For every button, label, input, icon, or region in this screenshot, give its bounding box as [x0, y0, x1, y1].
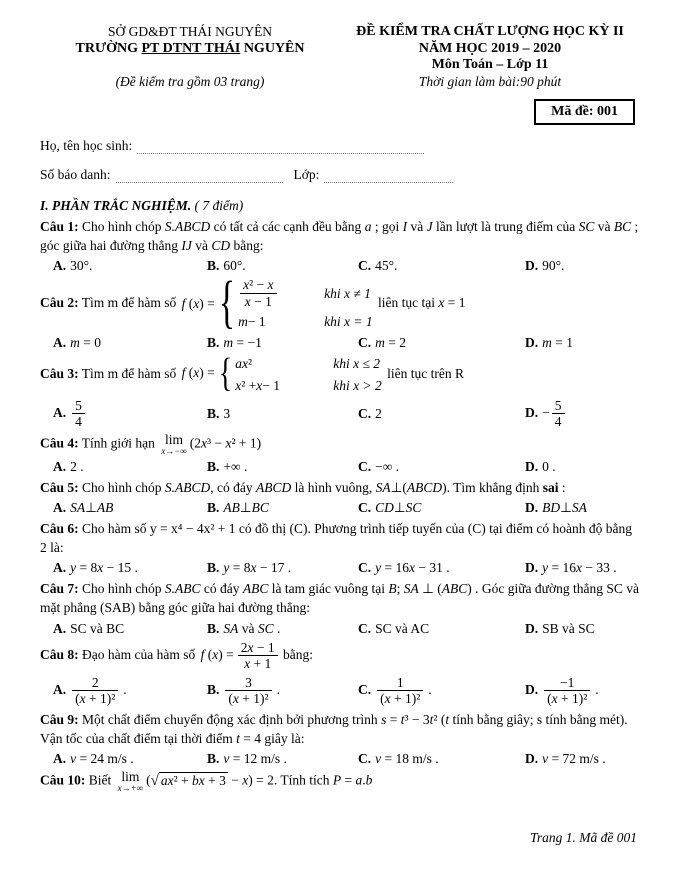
question-8-stem	[40, 640, 640, 672]
option-a: A. 2 .	[53, 458, 84, 474]
option-a: A. y = 8x − 15 .	[53, 560, 138, 576]
question-7-stem	[40, 579, 640, 617]
condition-2: khi x = 1	[324, 314, 373, 330]
question-3-text-after: liên tục trên R	[387, 365, 464, 381]
condition-2: khi x > 2	[333, 377, 382, 393]
limit-subscript: x→−∞	[161, 445, 187, 456]
exam-header	[40, 24, 640, 90]
question-9-stem	[40, 710, 640, 748]
question-3	[40, 350, 640, 430]
fraction: $\frac{\text{x² − x}}{x - 1}$	[238, 277, 278, 309]
option-letter: D.	[525, 458, 539, 474]
pages-note: (Đề kiểm tra gồm 03 trang)	[115, 74, 265, 89]
question-1-label: Câu 1:	[40, 219, 79, 234]
option-d: D. m = 1	[525, 334, 573, 350]
limit-expression: (2x³ − x² + 1)	[189, 435, 262, 451]
question-6-options	[40, 560, 640, 576]
option-letter: B.	[207, 750, 220, 766]
fraction: $\frac{2}{\text{(x + 1)²}}$	[70, 675, 120, 707]
fraction: $\frac{1}{\text{(x + 1)²}}$	[375, 675, 425, 707]
brace-glyph: {	[218, 272, 236, 336]
header-right	[340, 24, 640, 90]
question-5-text: Cho hình chóp S.ABCD, có đáy ABCD là hình vuông, SA⊥(ABCD). Tìm khẳng định sai :	[82, 479, 566, 495]
exam-code-box: Mã đề: 001	[534, 99, 635, 125]
question-10-text-after: Tính tích P = a.b	[280, 772, 373, 788]
limit-notation: lim x→−∞	[161, 431, 187, 456]
option-c: C. −∞ .	[358, 458, 400, 474]
option-b-text: 60°.	[223, 258, 246, 274]
question-6-text: Cho hàm số y = x⁴ − 4x² + 1 có đồ thị (C). Phương trình tiếp tuyến của (C) tại điểm có hoành độ bằng 2 là:	[40, 520, 632, 556]
option-letter: C.	[358, 560, 372, 576]
option-d	[525, 398, 640, 430]
option-letter: B.	[207, 560, 220, 576]
option-c-text: 45°.	[375, 258, 398, 274]
option-d: D. 0 .	[525, 458, 556, 474]
section-1-points: ( 7 điểm)	[194, 198, 244, 213]
fraction: $\frac{5}{4}$	[70, 398, 87, 430]
question-3-text: Tìm m để hàm số	[81, 365, 177, 381]
option-c: C. m = 2	[358, 334, 406, 350]
question-2-label: Câu 2:	[40, 295, 79, 311]
school-name-prefix: TRƯỜNG	[75, 41, 142, 56]
option-a: A. SA⊥AB	[53, 499, 114, 515]
question-2-stem	[40, 272, 640, 336]
school-name-suffix: NGUYÊN	[240, 41, 305, 56]
option-letter: C.	[358, 499, 372, 515]
option-d-text: 90°.	[542, 258, 565, 274]
brace-glyph: {	[218, 350, 233, 396]
option-c: C. CD⊥SC	[358, 499, 422, 515]
option-c: C. v = 18 m/s .	[358, 750, 439, 766]
question-6-label: Câu 6:	[40, 520, 79, 536]
option-letter: C.	[358, 750, 372, 766]
question-7-text: Cho hình chóp S.ABC có đáy ABC là tam giác vuông tại B; SA ⊥ (ABC) . Góc giữa đường thẳng SC và mặt phẳng (SAB) bằng góc giữa hai đường thẳng:	[40, 581, 639, 616]
option-letter: B.	[207, 405, 220, 421]
option-letter: C.	[358, 334, 372, 350]
option-d: D. y = 16x − 33 .	[525, 560, 617, 576]
minus-sign: −	[542, 404, 550, 420]
option-c: C. SC và AC	[358, 620, 430, 636]
option-letter: A.	[53, 334, 67, 350]
student-name-field	[137, 141, 424, 154]
question-10-label: Câu 10:	[40, 772, 86, 788]
student-id-field	[116, 170, 283, 183]
question-6	[40, 519, 640, 576]
class-label: Lớp:	[293, 167, 320, 182]
option-b: B. y = 8x − 17 .	[207, 560, 292, 576]
option-c: C. 2	[358, 405, 382, 421]
header-left	[40, 24, 340, 90]
option-letter: D.	[525, 404, 539, 420]
option-d: D. v = 72 m/s .	[525, 750, 606, 766]
option-a: A. m = 0	[53, 334, 101, 350]
radicand: ax² + bx + 3	[160, 772, 226, 788]
question-2-options	[40, 335, 640, 351]
option-letter: A.	[53, 681, 67, 697]
section-1-title: I. PHẦN TRẮC NGHIỆM.	[40, 198, 192, 213]
section-1-heading	[40, 198, 640, 214]
option-c	[358, 258, 525, 274]
option-b: B. m = −1	[207, 334, 262, 350]
option-letter: A.	[53, 560, 67, 576]
question-2-text: Tìm m để hàm số	[81, 295, 177, 311]
question-4	[40, 433, 640, 475]
option-letter: C.	[358, 620, 372, 636]
question-6-stem	[40, 519, 640, 557]
student-id-line	[40, 167, 640, 183]
option-letter: A.	[53, 258, 67, 274]
question-5-stem	[40, 478, 640, 497]
branch-2: x ² + x − 1	[235, 377, 281, 393]
question-5	[40, 478, 640, 516]
option-letter: D.	[525, 499, 539, 515]
limit-notation: lim x→+∞	[117, 768, 144, 793]
option-a	[53, 398, 207, 430]
question-7-label: Câu 7:	[40, 581, 79, 597]
subject-grade: Môn Toán – Lớp 11	[431, 57, 549, 73]
question-1-stem	[40, 217, 640, 255]
question-1-options	[40, 258, 640, 274]
function-notation: f (x) =	[200, 646, 234, 662]
option-letter: B.	[207, 499, 220, 515]
question-8-label: Câu 8:	[40, 646, 79, 662]
question-9-text: Một chất điểm chuyển động xác định bởi phương trình s = t³ − 3t² (t tính bằng giây; s tính bằng mét). Vận tốc của chất điểm tại thời điểm t = 4 giây là:	[40, 711, 628, 746]
question-4-options	[40, 459, 640, 475]
option-letter: B.	[207, 458, 220, 474]
question-1	[40, 217, 640, 274]
question-8-options	[40, 675, 640, 707]
option-d: D. SB và SC	[525, 620, 595, 636]
fraction: $\frac{-1}{\text{(x + 1)²}}$	[542, 675, 592, 707]
question-7	[40, 579, 640, 636]
question-4-label: Câu 4:	[40, 435, 79, 451]
option-d: D. $\frac{-1}{\text{(x + 1)²}}$ .	[525, 674, 599, 707]
question-10-stem	[40, 770, 640, 793]
option-letter: C.	[358, 681, 372, 697]
option-letter: B.	[207, 334, 220, 350]
option-letter: D.	[525, 334, 539, 350]
class-field	[324, 170, 453, 183]
option-letter: D.	[525, 560, 539, 576]
option-d	[525, 258, 640, 274]
option-a: A. v = 24 m/s .	[53, 750, 134, 766]
question-3-stem	[40, 350, 640, 396]
option-letter: D.	[525, 258, 539, 274]
question-4-stem	[40, 433, 640, 456]
option-a-text: 30°.	[70, 258, 93, 274]
school-year: NĂM HỌC 2019 – 2020	[418, 40, 562, 56]
option-a: A. SC và BC	[53, 620, 125, 636]
question-5-label: Câu 5:	[40, 479, 79, 495]
option-b: B. +∞ .	[207, 458, 248, 474]
question-1-text: Cho hình chóp S.ABCD có tất cả các cạnh đều bằng a ; gọi I và J lần lượt là trung điểm của SC và BC ; góc giữa hai đường thẳng IJ và CD bằng:	[40, 219, 639, 254]
option-b: B. AB⊥BC	[207, 499, 269, 515]
question-8-text: Đạo hàm của hàm số	[82, 646, 196, 662]
exam-title: ĐỀ KIỂM TRA CHẤT LƯỢNG HỌC KỲ II	[356, 24, 624, 39]
option-a	[53, 258, 207, 274]
piecewise-function	[218, 272, 373, 336]
student-name-line	[40, 138, 640, 154]
function-notation: f (x) =	[181, 295, 215, 311]
duration: Thời gian làm bài:90 phút	[418, 73, 562, 89]
option-a: A. $\frac{2}{\text{(x + 1)²}}$ .	[53, 674, 127, 707]
fraction: $\frac{2x - 1}{x + 1}$	[236, 640, 280, 672]
question-7-options	[40, 621, 640, 637]
option-letter: B.	[207, 620, 220, 636]
option-letter: B.	[207, 258, 220, 274]
school-name	[40, 41, 340, 57]
option-letter: A.	[53, 750, 67, 766]
option-c: C. y = 16x − 31 .	[358, 560, 450, 576]
page-footer: Trang 1. Mã đề 001	[530, 830, 637, 845]
question-5-options	[40, 500, 640, 516]
option-letter: A.	[53, 499, 67, 515]
option-b: B. v = 12 m/s .	[207, 750, 287, 766]
radical-sign: √	[150, 772, 159, 789]
question-9	[40, 710, 640, 767]
option-letter: C.	[358, 405, 372, 421]
question-8-text-after: bằng:	[282, 646, 313, 662]
department-name: SỞ GD&ĐT THÁI NGUYÊN	[107, 24, 273, 39]
student-id-label: Số báo danh:	[40, 167, 111, 182]
option-letter: B.	[207, 681, 220, 697]
branch-1: ax ²	[235, 355, 253, 371]
question-9-label: Câu 9:	[40, 711, 79, 727]
fraction: $\frac{5}{4}$	[550, 398, 567, 430]
question-10-text: Biết	[88, 772, 112, 788]
question-3-options	[40, 398, 640, 430]
option-letter: D.	[525, 681, 539, 697]
student-info	[40, 138, 640, 183]
option-d: D. BD⊥SA	[525, 499, 587, 515]
school-name-underlined: PT DTNT THÁI	[141, 41, 241, 56]
option-letter: C.	[358, 258, 372, 274]
question-9-options	[40, 751, 640, 767]
limit-subscript: x→+∞	[117, 782, 144, 793]
question-2-text-after: liên tục tại x = 1	[377, 295, 466, 311]
option-letter: A.	[53, 620, 67, 636]
student-name-label: Họ, tên học sinh:	[40, 138, 133, 153]
option-letter: D.	[525, 750, 539, 766]
branch-2: m − 1	[238, 314, 266, 330]
question-2	[40, 272, 640, 350]
condition-1: khi x ≠ 1	[324, 285, 371, 301]
option-letter: A.	[53, 458, 67, 474]
option-b: B. 3	[207, 405, 231, 421]
option-letter: D.	[525, 620, 539, 636]
question-10	[40, 770, 640, 793]
option-c: C. $\frac{1}{\text{(x + 1)²}}$ .	[358, 674, 432, 707]
fraction: $\frac{3}{\text{(x + 1)²}}$	[223, 675, 273, 707]
question-3-label: Câu 3:	[40, 365, 79, 381]
condition-1: khi x ≤ 2	[333, 355, 381, 371]
option-letter: A.	[53, 404, 67, 420]
exam-code-row	[40, 99, 640, 125]
question-8	[40, 640, 640, 707]
option-b: B. $\frac{3}{\text{(x + 1)²}}$ .	[207, 674, 280, 707]
piecewise-function	[218, 350, 382, 396]
question-4-text: Tính giới hạn	[81, 435, 155, 451]
open-paren: (	[146, 772, 151, 788]
option-b: B. SA và SC .	[207, 620, 281, 636]
option-letter: C.	[358, 458, 372, 474]
question-10-expression-end: − x) = 2.	[231, 772, 278, 788]
function-notation: f (x) =	[181, 365, 215, 381]
